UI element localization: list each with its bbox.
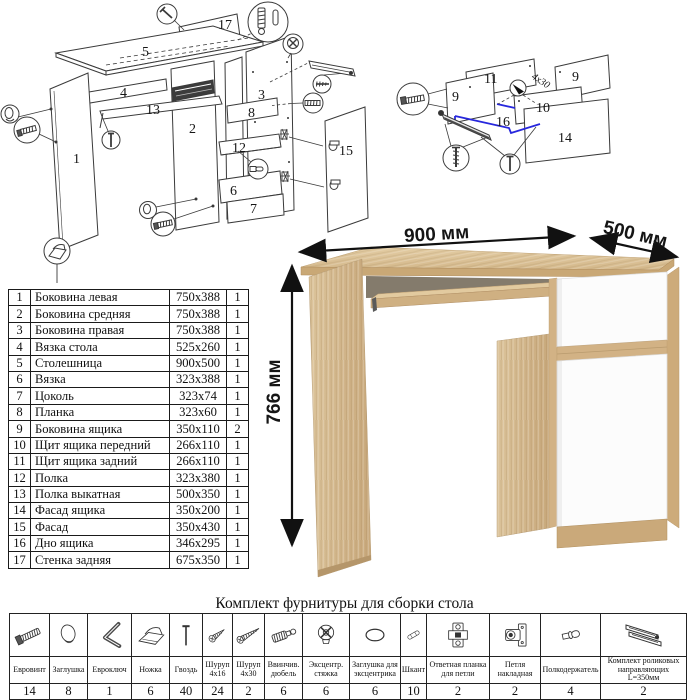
part-qty-cell: 1	[227, 453, 249, 469]
hardware-item-qty: 6	[265, 683, 302, 699]
exploded-view-desk	[1, 2, 368, 283]
table-row	[9, 470, 249, 486]
hardware-item-qty: 6	[132, 683, 169, 699]
part-size-cell: 346x295	[170, 535, 227, 551]
table-row	[9, 290, 249, 306]
hardware-icon-cell	[303, 614, 349, 656]
cap-icon	[52, 615, 86, 655]
hardware-icon-cell	[10, 614, 49, 656]
part-number-cell: 15	[9, 519, 31, 535]
dimension-depth-label: 500 мм	[601, 217, 670, 253]
part-number-cell: 10	[9, 437, 31, 453]
hardware-item-qty: 8	[50, 683, 87, 699]
hardware-item-label: Шуруп 4x30	[233, 656, 264, 683]
hardware-kit-title: Комплект фурнитуры для сборки стола	[215, 595, 474, 612]
part-qty-cell: 1	[227, 290, 249, 306]
hardware-item-qty: 14	[10, 683, 49, 699]
hardware-item-label: Ножка	[132, 656, 169, 683]
table-row	[9, 306, 249, 322]
hinge-icon	[498, 615, 532, 655]
part-label-9a: 9	[452, 90, 459, 105]
part-number-cell: 11	[9, 453, 31, 469]
part-label-11: 11	[484, 72, 498, 87]
part-size-cell: 750x388	[170, 306, 227, 322]
hardware-item-qty: 24	[203, 683, 232, 699]
hardware-icon-cell	[233, 614, 264, 656]
part-size-cell: 266x110	[170, 437, 227, 453]
part-qty-cell: 1	[227, 486, 249, 502]
part-size-cell: 323x60	[170, 404, 227, 420]
part-number-cell: 12	[9, 470, 31, 486]
part-name-cell: Фасад ящика	[31, 503, 170, 519]
part-qty-cell: 1	[227, 388, 249, 404]
part-number-cell: 6	[9, 371, 31, 387]
hardware-item	[232, 613, 265, 700]
part-size-cell: 500x350	[170, 486, 227, 502]
part-qty-cell: 1	[227, 355, 249, 371]
part-name-cell: Планка	[31, 404, 170, 420]
part-qty-cell: 1	[227, 322, 249, 338]
hardware-item-qty: 4	[541, 683, 600, 699]
part-size-cell: 350x430	[170, 519, 227, 535]
table-row	[9, 371, 249, 387]
part-number-cell: 14	[9, 503, 31, 519]
part-label-3: 3	[258, 88, 265, 103]
part-name-cell: Щит ящика передний	[31, 437, 170, 453]
screw-size-note: 4x30	[529, 71, 552, 92]
hardware-item-qty: 10	[401, 683, 426, 699]
hardware-item-qty: 2	[233, 683, 264, 699]
callout-euroscrew-left	[14, 117, 57, 143]
hardware-item	[540, 613, 601, 700]
part-number-cell: 4	[9, 339, 31, 355]
part-label-13: 13	[146, 103, 160, 118]
dimension-width-label: 900 мм	[403, 222, 470, 247]
part-qty-cell: 1	[227, 437, 249, 453]
hardware-item	[87, 613, 132, 700]
part-number-cell: 5	[9, 355, 31, 371]
hardware-item-label: Евровинт	[10, 656, 49, 683]
part-name-cell: Щит ящика задний	[31, 453, 170, 469]
part-label-12: 12	[232, 141, 246, 156]
desk-pedestal	[557, 272, 667, 548]
hardware-item-label: Евроключ	[88, 656, 131, 683]
part-label-14: 14	[558, 131, 572, 146]
part-qty-cell: 1	[227, 339, 249, 355]
part-label-16: 16	[496, 115, 510, 130]
hardware-item	[400, 613, 427, 700]
table-row	[9, 437, 249, 453]
screw-large-icon	[233, 615, 264, 655]
cam-lock-icon	[309, 615, 343, 655]
part-number-cell: 16	[9, 535, 31, 551]
part-size-cell: 350x110	[170, 421, 227, 437]
euro-screw-icon	[13, 615, 47, 655]
hardware-item-label: Ответная планка для петли	[427, 656, 489, 683]
part-label-2: 2	[189, 122, 196, 137]
table-row	[9, 519, 249, 535]
part-name-cell: Боковина левая	[31, 290, 170, 306]
part-label-6: 6	[230, 184, 237, 199]
part-size-cell: 900x500	[170, 355, 227, 371]
part-number-cell: 3	[9, 322, 31, 338]
hardware-icon-cell	[541, 614, 600, 656]
hardware-icon-cell	[203, 614, 232, 656]
table-row	[9, 355, 249, 371]
part-label-9b: 9	[572, 70, 579, 85]
part-label-5: 5	[142, 45, 149, 60]
hardware-item	[264, 613, 303, 700]
hardware-item	[302, 613, 350, 700]
part-number-cell: 7	[9, 388, 31, 404]
hardware-icon-cell	[170, 614, 202, 656]
desk-right-side	[666, 267, 679, 528]
hardware-item-label: Шуруп 4x16	[203, 656, 232, 683]
part-qty-cell: 1	[227, 470, 249, 486]
table-row	[9, 404, 249, 420]
hardware-item	[49, 613, 88, 700]
desk-drawer-front	[557, 272, 667, 347]
part-size-cell: 750x388	[170, 290, 227, 306]
hardware-icon-cell	[490, 614, 540, 656]
callout-foot	[44, 238, 70, 283]
wood-dowel-icon	[401, 615, 426, 655]
drawer-slides-icon	[605, 615, 683, 655]
hardware-item	[202, 613, 233, 700]
hardware-item	[131, 613, 170, 700]
hardware-item-label: Эксцентр. стяжка	[303, 656, 349, 683]
parts-list-table	[8, 289, 249, 569]
hardware-item	[349, 613, 401, 700]
part-qty-cell: 1	[227, 371, 249, 387]
part-number-cell: 8	[9, 404, 31, 420]
part-size-cell: 323x380	[170, 470, 227, 486]
part-qty-cell: 1	[227, 535, 249, 551]
part-number-cell: 17	[9, 552, 31, 568]
part-name-cell: Полка	[31, 470, 170, 486]
table-row	[9, 503, 249, 519]
dimension-height-label: 766 мм	[264, 359, 285, 425]
hardware-icon-cell	[132, 614, 169, 656]
screw-small-icon	[203, 615, 232, 655]
hardware-icon-cell	[50, 614, 87, 656]
callout-screw-rail	[313, 74, 341, 94]
callout-dowels	[248, 2, 288, 42]
part-qty-cell: 1	[227, 519, 249, 535]
hardware-icon-cell	[88, 614, 131, 656]
hardware-icon-cell	[401, 614, 426, 656]
part-number-cell: 13	[9, 486, 31, 502]
hardware-item-qty: 40	[170, 683, 202, 699]
table-row	[9, 322, 249, 338]
hardware-item	[600, 613, 687, 700]
part-label-7: 7	[250, 202, 257, 217]
table-row	[9, 552, 249, 568]
part-number-cell: 9	[9, 421, 31, 437]
hardware-item-qty: 2	[490, 683, 540, 699]
hardware-item	[9, 613, 50, 700]
part-size-cell: 350x200	[170, 503, 227, 519]
hardware-kit-table	[9, 613, 687, 700]
part-label-1: 1	[73, 152, 80, 167]
hex-key-icon	[93, 615, 127, 655]
hardware-item-qty: 1	[88, 683, 131, 699]
part-label-10: 10	[536, 101, 550, 116]
part-name-cell: Боковина правая	[31, 322, 170, 338]
hardware-item-qty: 2	[427, 683, 489, 699]
part-name-cell: Стенка задняя	[31, 552, 170, 568]
desk-door-front	[557, 354, 667, 527]
part-name-cell: Вязка стола	[31, 339, 170, 355]
table-row	[9, 453, 249, 469]
hardware-item	[169, 613, 203, 700]
nail-icon	[170, 615, 202, 655]
desk-3d-render	[264, 217, 679, 577]
hardware-item-label: Заглушка	[50, 656, 87, 683]
part-qty-cell: 1	[227, 404, 249, 420]
hardware-item	[489, 613, 541, 700]
hardware-item-qty: 6	[350, 683, 400, 699]
hardware-item	[426, 613, 490, 700]
part-name-cell: Боковина ящика	[31, 421, 170, 437]
hardware-icon-cell	[427, 614, 489, 656]
part-size-cell: 323x388	[170, 371, 227, 387]
callout-nail	[157, 4, 184, 30]
part-label-4: 4	[120, 86, 127, 101]
hardware-item-label: Гвоздь	[170, 656, 202, 683]
part-size-cell: 266x110	[170, 453, 227, 469]
table-row	[9, 486, 249, 502]
part-number-cell: 1	[9, 290, 31, 306]
hardware-item-label: Заглушка для эксцентрика	[350, 656, 400, 683]
table-row	[9, 535, 249, 551]
part-size-cell: 323x74	[170, 388, 227, 404]
hardware-icon-cell	[265, 614, 302, 656]
threaded-dowel-icon	[267, 615, 301, 655]
part-size-cell: 675x350	[170, 552, 227, 568]
part-qty-cell: 1	[227, 306, 249, 322]
hardware-item-label: Петля накладная	[490, 656, 540, 683]
part-label-17: 17	[218, 18, 232, 33]
part-name-cell: Фасад	[31, 519, 170, 535]
hardware-icon-cell	[350, 614, 400, 656]
parts-list-body	[9, 290, 249, 569]
hardware-item-label: Полкодержатель	[541, 656, 600, 683]
part-qty-cell: 1	[227, 503, 249, 519]
cam-cap-icon	[358, 615, 392, 655]
hardware-item-label: Шкант	[401, 656, 426, 683]
hardware-item-label: Комплект роликовых направляющих L=350мм	[601, 656, 686, 683]
hardware-item-qty: 2	[601, 683, 686, 699]
part-name-cell: Боковина средняя	[31, 306, 170, 322]
part-qty-cell: 1	[227, 552, 249, 568]
part-15-door	[325, 107, 368, 232]
callout-nail-tray	[102, 131, 120, 149]
part-name-cell: Вязка	[31, 371, 170, 387]
part-number-cell: 2	[9, 306, 31, 322]
part-name-cell: Цоколь	[31, 388, 170, 404]
table-row	[9, 339, 249, 355]
hardware-item-label: Ввинчив. дюбель	[265, 656, 302, 683]
part-name-cell: Столешница	[31, 355, 170, 371]
part-size-cell: 525x260	[170, 339, 227, 355]
part-label-8: 8	[248, 106, 255, 121]
hardware-icon-cell	[601, 614, 686, 656]
part-name-cell: Дно ящика	[31, 535, 170, 551]
shelf-pin-icon	[554, 615, 588, 655]
table-row	[9, 421, 249, 437]
table-row	[9, 388, 249, 404]
part-name-cell: Полка выкатная	[31, 486, 170, 502]
hardware-item-qty: 6	[303, 683, 349, 699]
part-label-15: 15	[339, 144, 353, 159]
hinge-plate-icon	[441, 615, 475, 655]
exploded-view-drawer	[397, 55, 610, 174]
foot-icon	[134, 615, 168, 655]
part-size-cell: 750x388	[170, 322, 227, 338]
part-qty-cell: 2	[227, 421, 249, 437]
